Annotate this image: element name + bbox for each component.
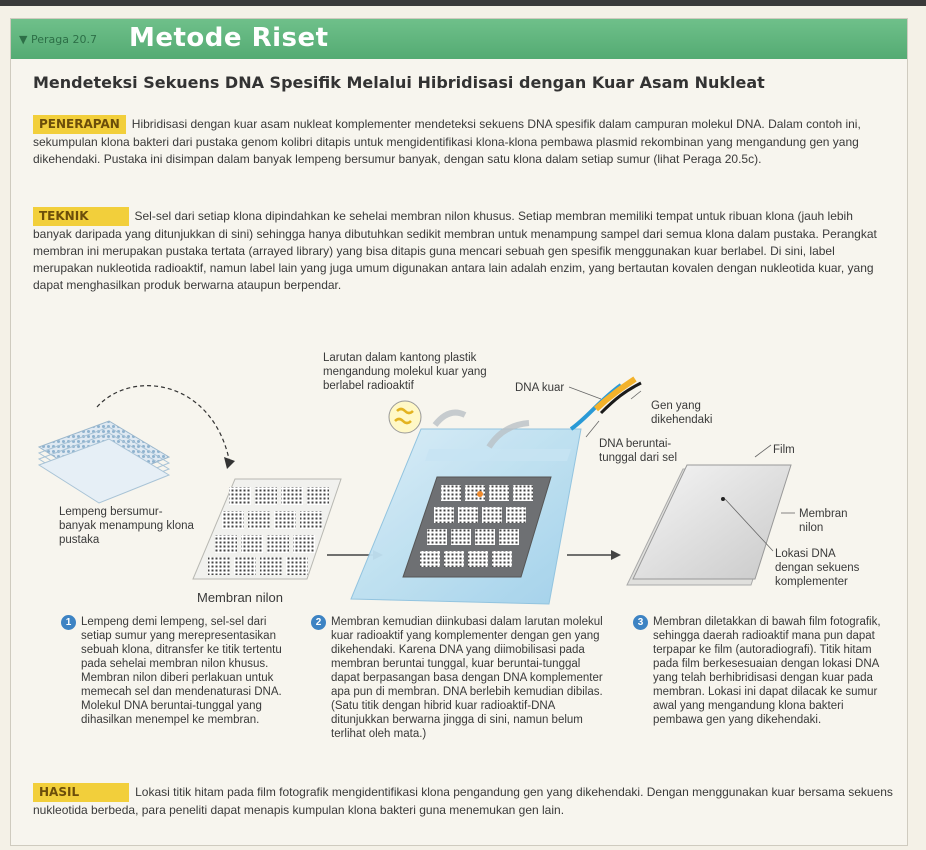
page-title: Metode Riset: [129, 23, 329, 53]
dna-probe: [571, 379, 641, 429]
membrane-label: Membran nilon: [197, 590, 283, 605]
step-2-number: 2: [311, 615, 326, 630]
nylon-membrane: [193, 479, 341, 579]
application-tag: PENERAPAN: [33, 115, 126, 134]
header-band: [11, 19, 907, 59]
plastic-bag: [351, 429, 581, 604]
film-label: Film: [773, 444, 795, 456]
figure-page: [10, 18, 908, 846]
dark-spot: [721, 497, 725, 501]
technique-paragraph: [33, 207, 893, 294]
film-stack: [627, 465, 791, 585]
diagram: [11, 329, 907, 769]
technique-text: Sel-sel dari setiap klona dipindahkan ke sehelai membran nilon khusus. Setiap membran memiliki tempat untuk ribuan klona (jauh lebih banyak daripada yang ditunjukkan di sini) sehingga hanya dibutuhkan sedikit membran untuk menampung sampel dari semua klona dalam pustaka. Perangkat membran ini merupakan pustaka tertata (arrayed library) yang bisa ditapis guna mencari sebuah gen spesifik menggunakan kuar berlabel. Di sini, label merupakan nukleotida radioaktif, namun label lain yang juga umum digunakan antara lain adalah enzim, yang bertautan kovalen dengan nukleotida kuar, yang dapat menghasilkan produk berwarna ataupun berpendar.: [33, 209, 877, 292]
result-tag: HASIL: [33, 783, 129, 802]
multiwell-plates: [39, 421, 169, 503]
step-1-number: 1: [61, 615, 76, 630]
technique-tag: TEKNIK: [33, 207, 129, 226]
step-1-text: Lempeng demi lempeng, sel-sel dari setiap sumur yang merepresentasikan sebuah klona, ditransfer ke titik tertentu pada sehelai membran nilon khusus. Membran nilon diberi perlakuan untuk memecah sel dan mendenaturasi DNA. Molekul DNA beruntai-tunggal yang dihasilkan menempel ke membran.: [81, 616, 282, 726]
step-2-text: Membran kemudian diinkubasi dalam larutan molekul kuar radioaktif yang komplementer dengan gen yang dikehendaki. Karena DNA yang diimobilisasi pada membran beruntai tunggal, kuar beruntai-tunggal dapat berpasangan basa dengan DNA komplementer apa pun di membran. DNA berlebih kemudian dibilas. (Satu titik dengan hibrid kuar radioaktif-DNA ditunjukkan berwarna jingga di sini, namun belum terlihat oleh mata.): [331, 616, 603, 740]
result-text: Lokasi titik hitam pada film fotografik mengidentifikasi klona pengandung gen yang dikehendaki. Dengan menggunakan kuar bersama sekuens nukleotida berbeda, para peneliti dapat menapis kumpulan klona bakteri guna menemukan gen lain.: [33, 785, 893, 817]
radioactive-probe-circle: [389, 401, 421, 433]
step-3-text: Membran diletakkan di bawah film fotografik, sehingga daerah radioaktif mana pun dapat terpapar ke film (autoradiografi). Titik hitam pada film berkesesuaian dengan lokasi DNA yang telah berhibridisasi dengan kuar pada membran. Lokasi ini dapat dilacak ke sumur awal yang mengandung klona bakteri pembawa gen yang dikehendaki.: [653, 616, 881, 726]
hybrid-spot: [477, 491, 483, 497]
figure-label: ▼ Peraga 20.7: [19, 33, 97, 46]
application-text: Hibridisasi dengan kuar asam nukleat komplementer mendeteksi sekuens DNA spesifik dalam campuran molekul DNA. Dalam contoh ini, sekumpulan klona bakteri dari pustaka genom kolibri ditapis untuk mengidentifikasi klona-klona pembawa plasmid rekombinan yang mengandung gen yang dikehendaki. Pustaka ini disimpan dalam banyak lempeng bersumur banyak, dengan satu klona dalam setiap sumur (lihat Peraga 20.5c).: [33, 117, 861, 166]
plates-label: Lempeng bersumur-banyak menampung klona pustaka: [59, 506, 194, 546]
ss-dna-label: DNA beruntai-tunggal dari sel: [599, 438, 677, 464]
gene-label: Gen yang dikehendaki: [651, 400, 713, 426]
dna-location-label: Lokasi DNA dengan sekuens komplementer: [775, 548, 860, 588]
top-dark-bar: [0, 0, 926, 6]
solution-label: Larutan dalam kantong plastik mengandung molekul kuar yang berlabel radioaktif: [323, 352, 487, 392]
subtitle: Mendeteksi Sekuens DNA Spesifik Melalui Hibridisasi dengan Kuar Asam Nukleat: [33, 73, 765, 92]
result-paragraph: [33, 783, 893, 819]
application-paragraph: [33, 115, 893, 168]
membrane-right-label: Membran nilon: [799, 508, 848, 534]
step-3-number: 3: [633, 615, 648, 630]
probe-label: DNA kuar: [515, 382, 565, 394]
